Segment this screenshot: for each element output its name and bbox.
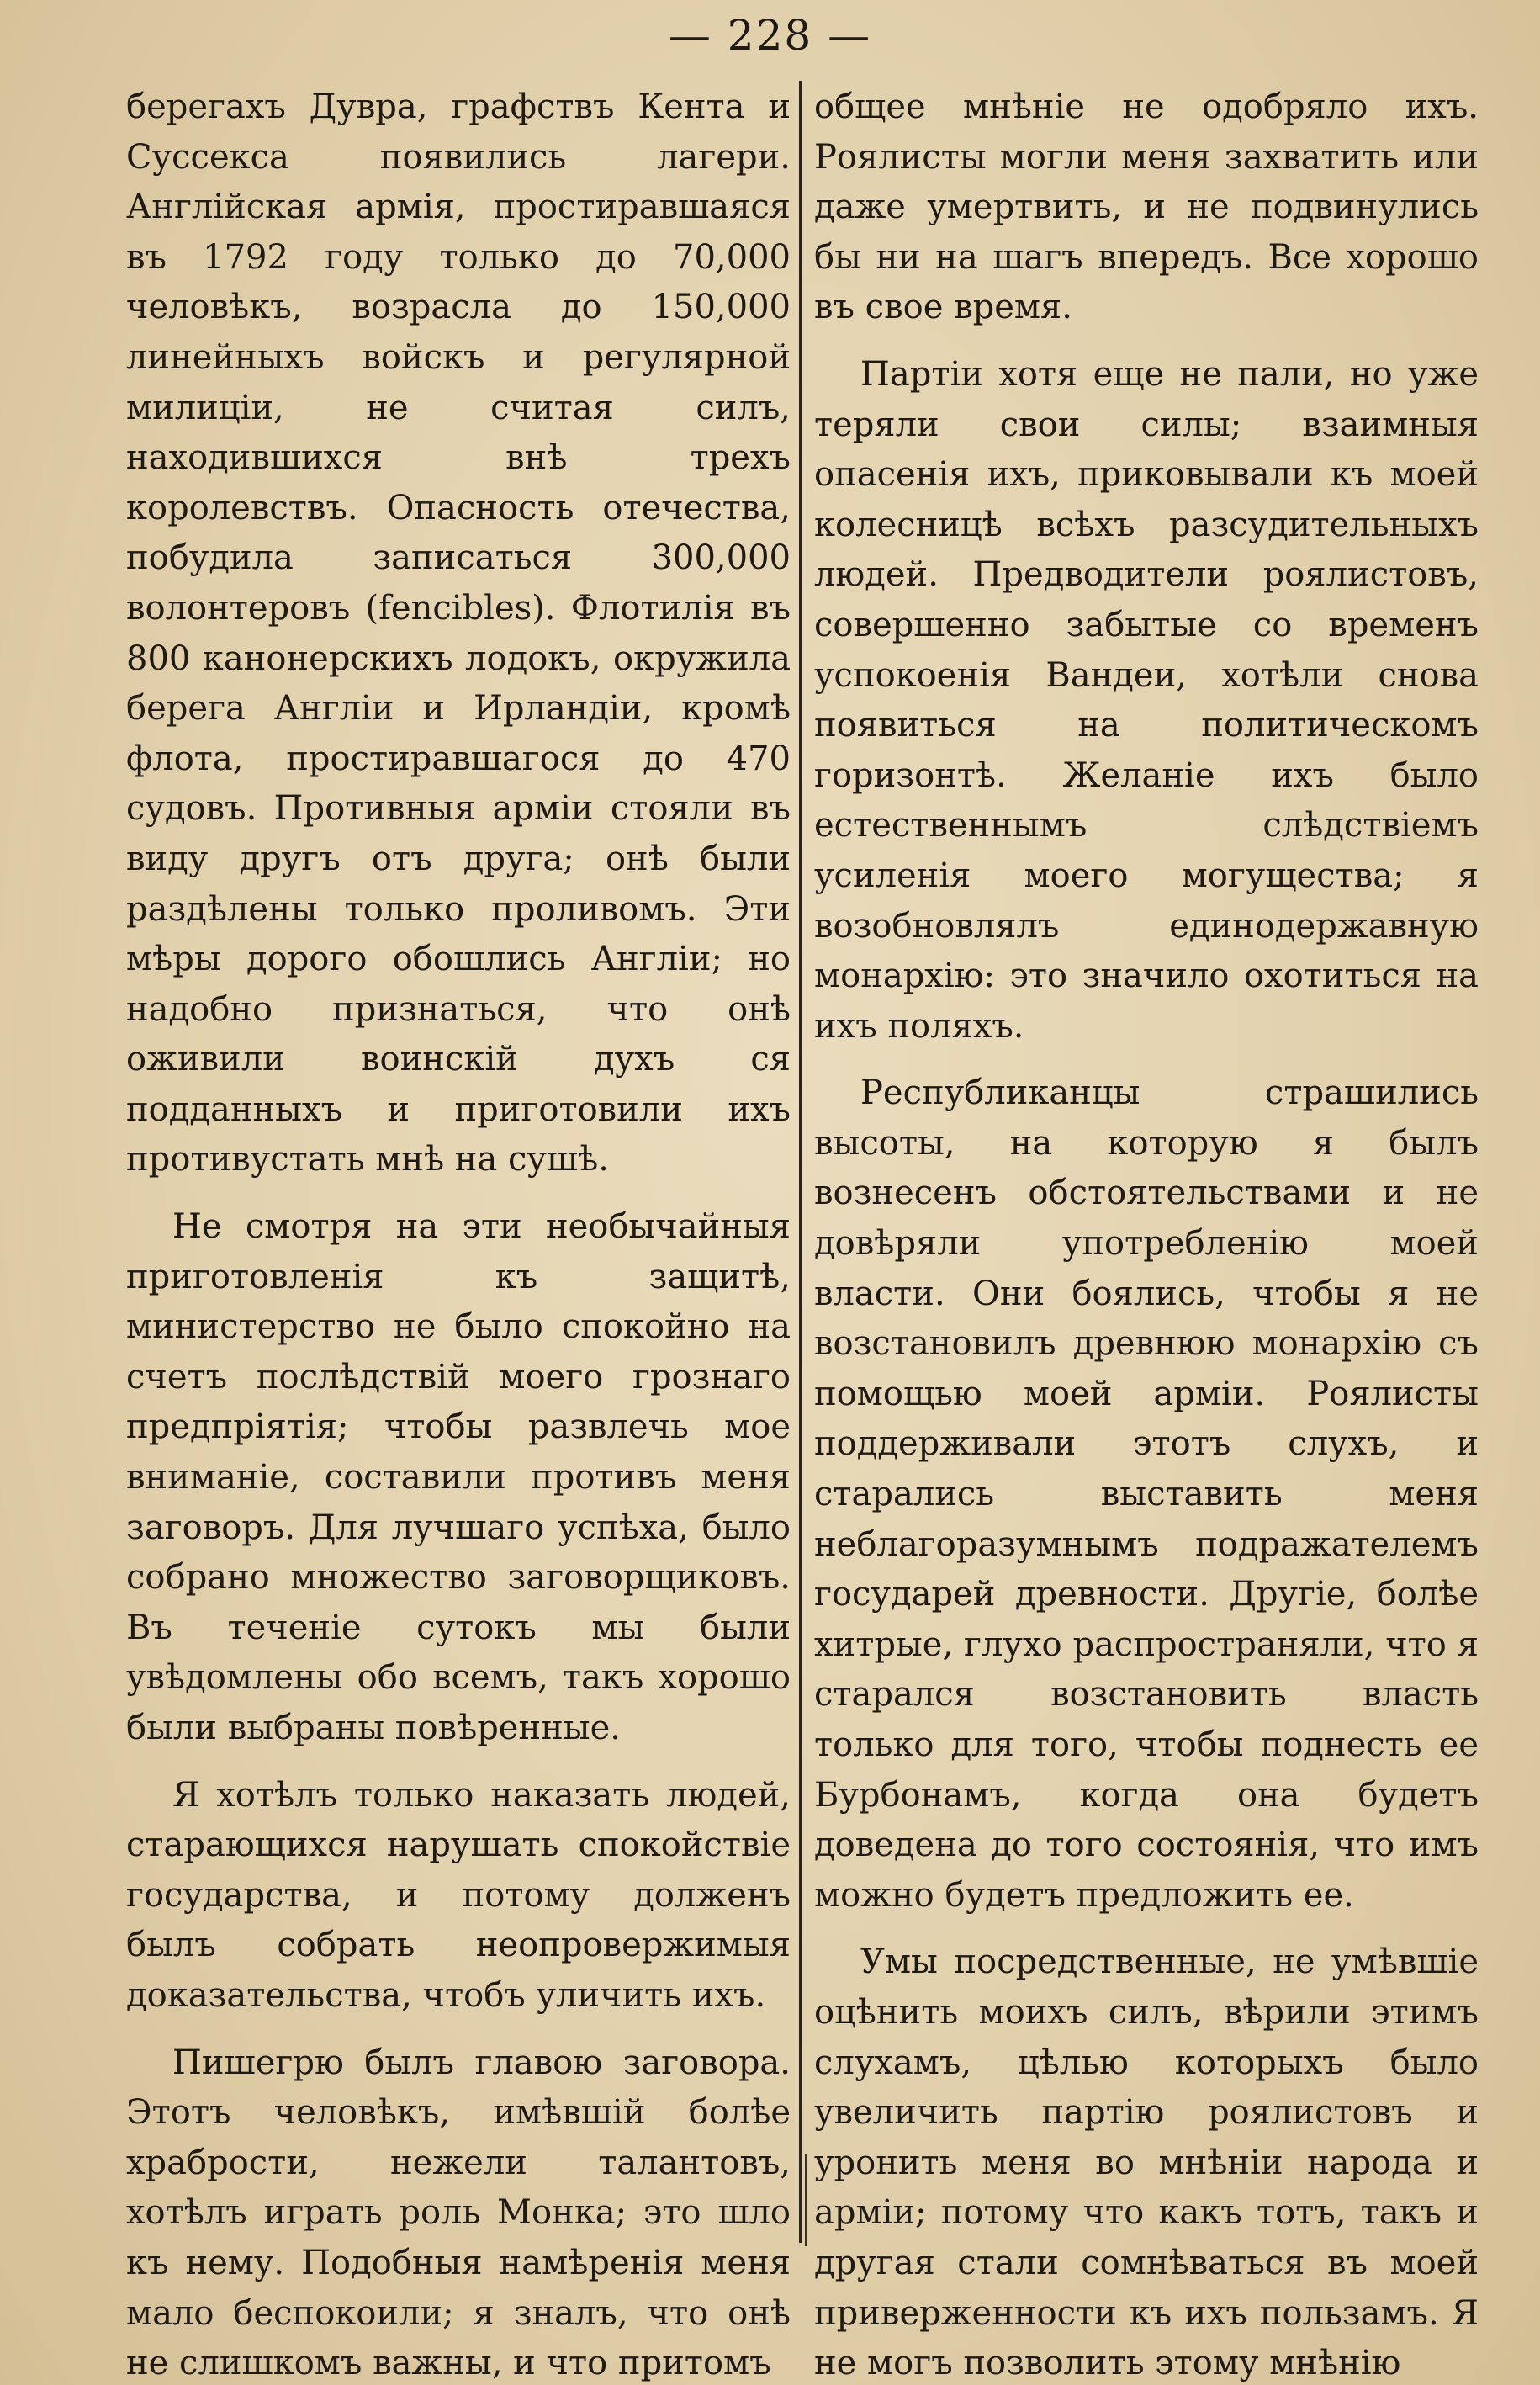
page-number: — 228 — bbox=[668, 11, 872, 60]
paragraph: Не смотря на эти необычайныя приготовленія къ защитѣ, министерство не было спокойно на счетъ послѣдствій моего грознаго предпріятія; чтобы развлечь мое вниманіе, составили противъ меня заговоръ. Для лучшаго успѣха, было собрано множество заговорщиковъ. Въ теченіе сутокъ мы были увѣдомлены обо всемъ, такъ хорошо были выбраны повѣренные. bbox=[126, 1207, 791, 1747]
paragraph: общее мнѣніе не одобряло ихъ. Роялисты могли меня захватить или даже умертвить, и не подвинулись бы ни на шагъ впередъ. Все хорошо въ свое время. bbox=[814, 87, 1479, 327]
paragraph: Пишегрю былъ главою заговора. Этотъ человѣкъ, имѣвшій болѣе храбрости, нежели талантовъ, хотѣлъ играть роль Монка; это шло къ нему. Подобныя намѣренія меня мало беспокоили; я зналъ, что онѣ не слишкомъ важны, и что притомъ bbox=[126, 2043, 791, 2383]
paragraph: Я хотѣлъ только наказать людей, старающихся нарушать спокойствіе государства, и потому долженъ былъ собрать неопровержимыя доказательства, чтобъ уличить ихъ. bbox=[126, 1775, 791, 2015]
left-column bbox=[126, 82, 791, 2385]
paragraph: Республиканцы страшились высоты, на которую я былъ вознесенъ обстоятельствами и не довѣряли употребленію моей власти. Они боялись, чтобы я не возстановилъ древнюю монархію съ помощью моей арміи. Роялисты поддерживали этотъ слухъ, и старались выставить меня неблагоразумнымъ подражателемъ государей древности. Другіе, болѣе хитрые, глухо распространяли, что я старался возстановить власть только для того, чтобы поднесть ее Бурбонамъ, когда она будетъ доведена до того состоянія, что имъ можно будетъ предложить ее. bbox=[814, 1073, 1479, 1915]
paragraph: Партіи хотя еще не пали, но уже теряли свои силы; взаимныя опасенія ихъ, приковывали къ моей колесницѣ всѣхъ разсудительныхъ людей. Предводители роялистовъ, совершенно забытые со временъ успокоенія Вандеи, хотѣли снова появиться на политическомъ горизонтѣ. Желаніе ихъ было естественнымъ слѣдствіемъ усиленія моего могущества; я возобновлялъ единодержавную монархію: это значило охотиться на ихъ поляхъ. bbox=[814, 354, 1479, 1046]
paragraph: Умы посредственные, не умѣвшіе оцѣнить моихъ силъ, вѣрили этимъ слухамъ, цѣлью которыхъ было увеличить партію роялистовъ и уронить меня во мнѣніи народа и арміи; потому что какъ тотъ, такъ и другая стали сомнѣваться въ моей приверженности къ ихъ пользамъ. Я не могъ позволить этому мнѣнію bbox=[814, 1942, 1479, 2383]
paragraph: берегахъ Дувра, графствъ Кента и Суссекса появились лагери. Англійская армія, простиравшаяся въ 1792 году только до 70,000 человѣкъ, возрасла до 150,000 линейныхъ войскъ и регулярной милиціи, не считая силъ, находившихся внѣ трехъ королевствъ. Опасность отечества, побудила записаться 300,000 волонтеровъ (fencibles). Флотилія въ 800 канонерскихъ лодокъ, окружила берега Англіи и Ирландіи, кромѣ флота, простиравшагося до 470 судовъ. Противныя арміи стояли въ виду другъ отъ друга; онѣ были раздѣлены только проливомъ. Эти мѣры дорого обошлись Англіи; но надобно признаться, что онѣ оживили воинскій духъ ся подданныхъ и приготовили ихъ противустать мнѣ на сушѣ. bbox=[126, 87, 791, 1179]
right-column bbox=[814, 82, 1479, 2385]
column-divider bbox=[799, 81, 802, 2243]
column-divider-tail bbox=[805, 2154, 807, 2246]
